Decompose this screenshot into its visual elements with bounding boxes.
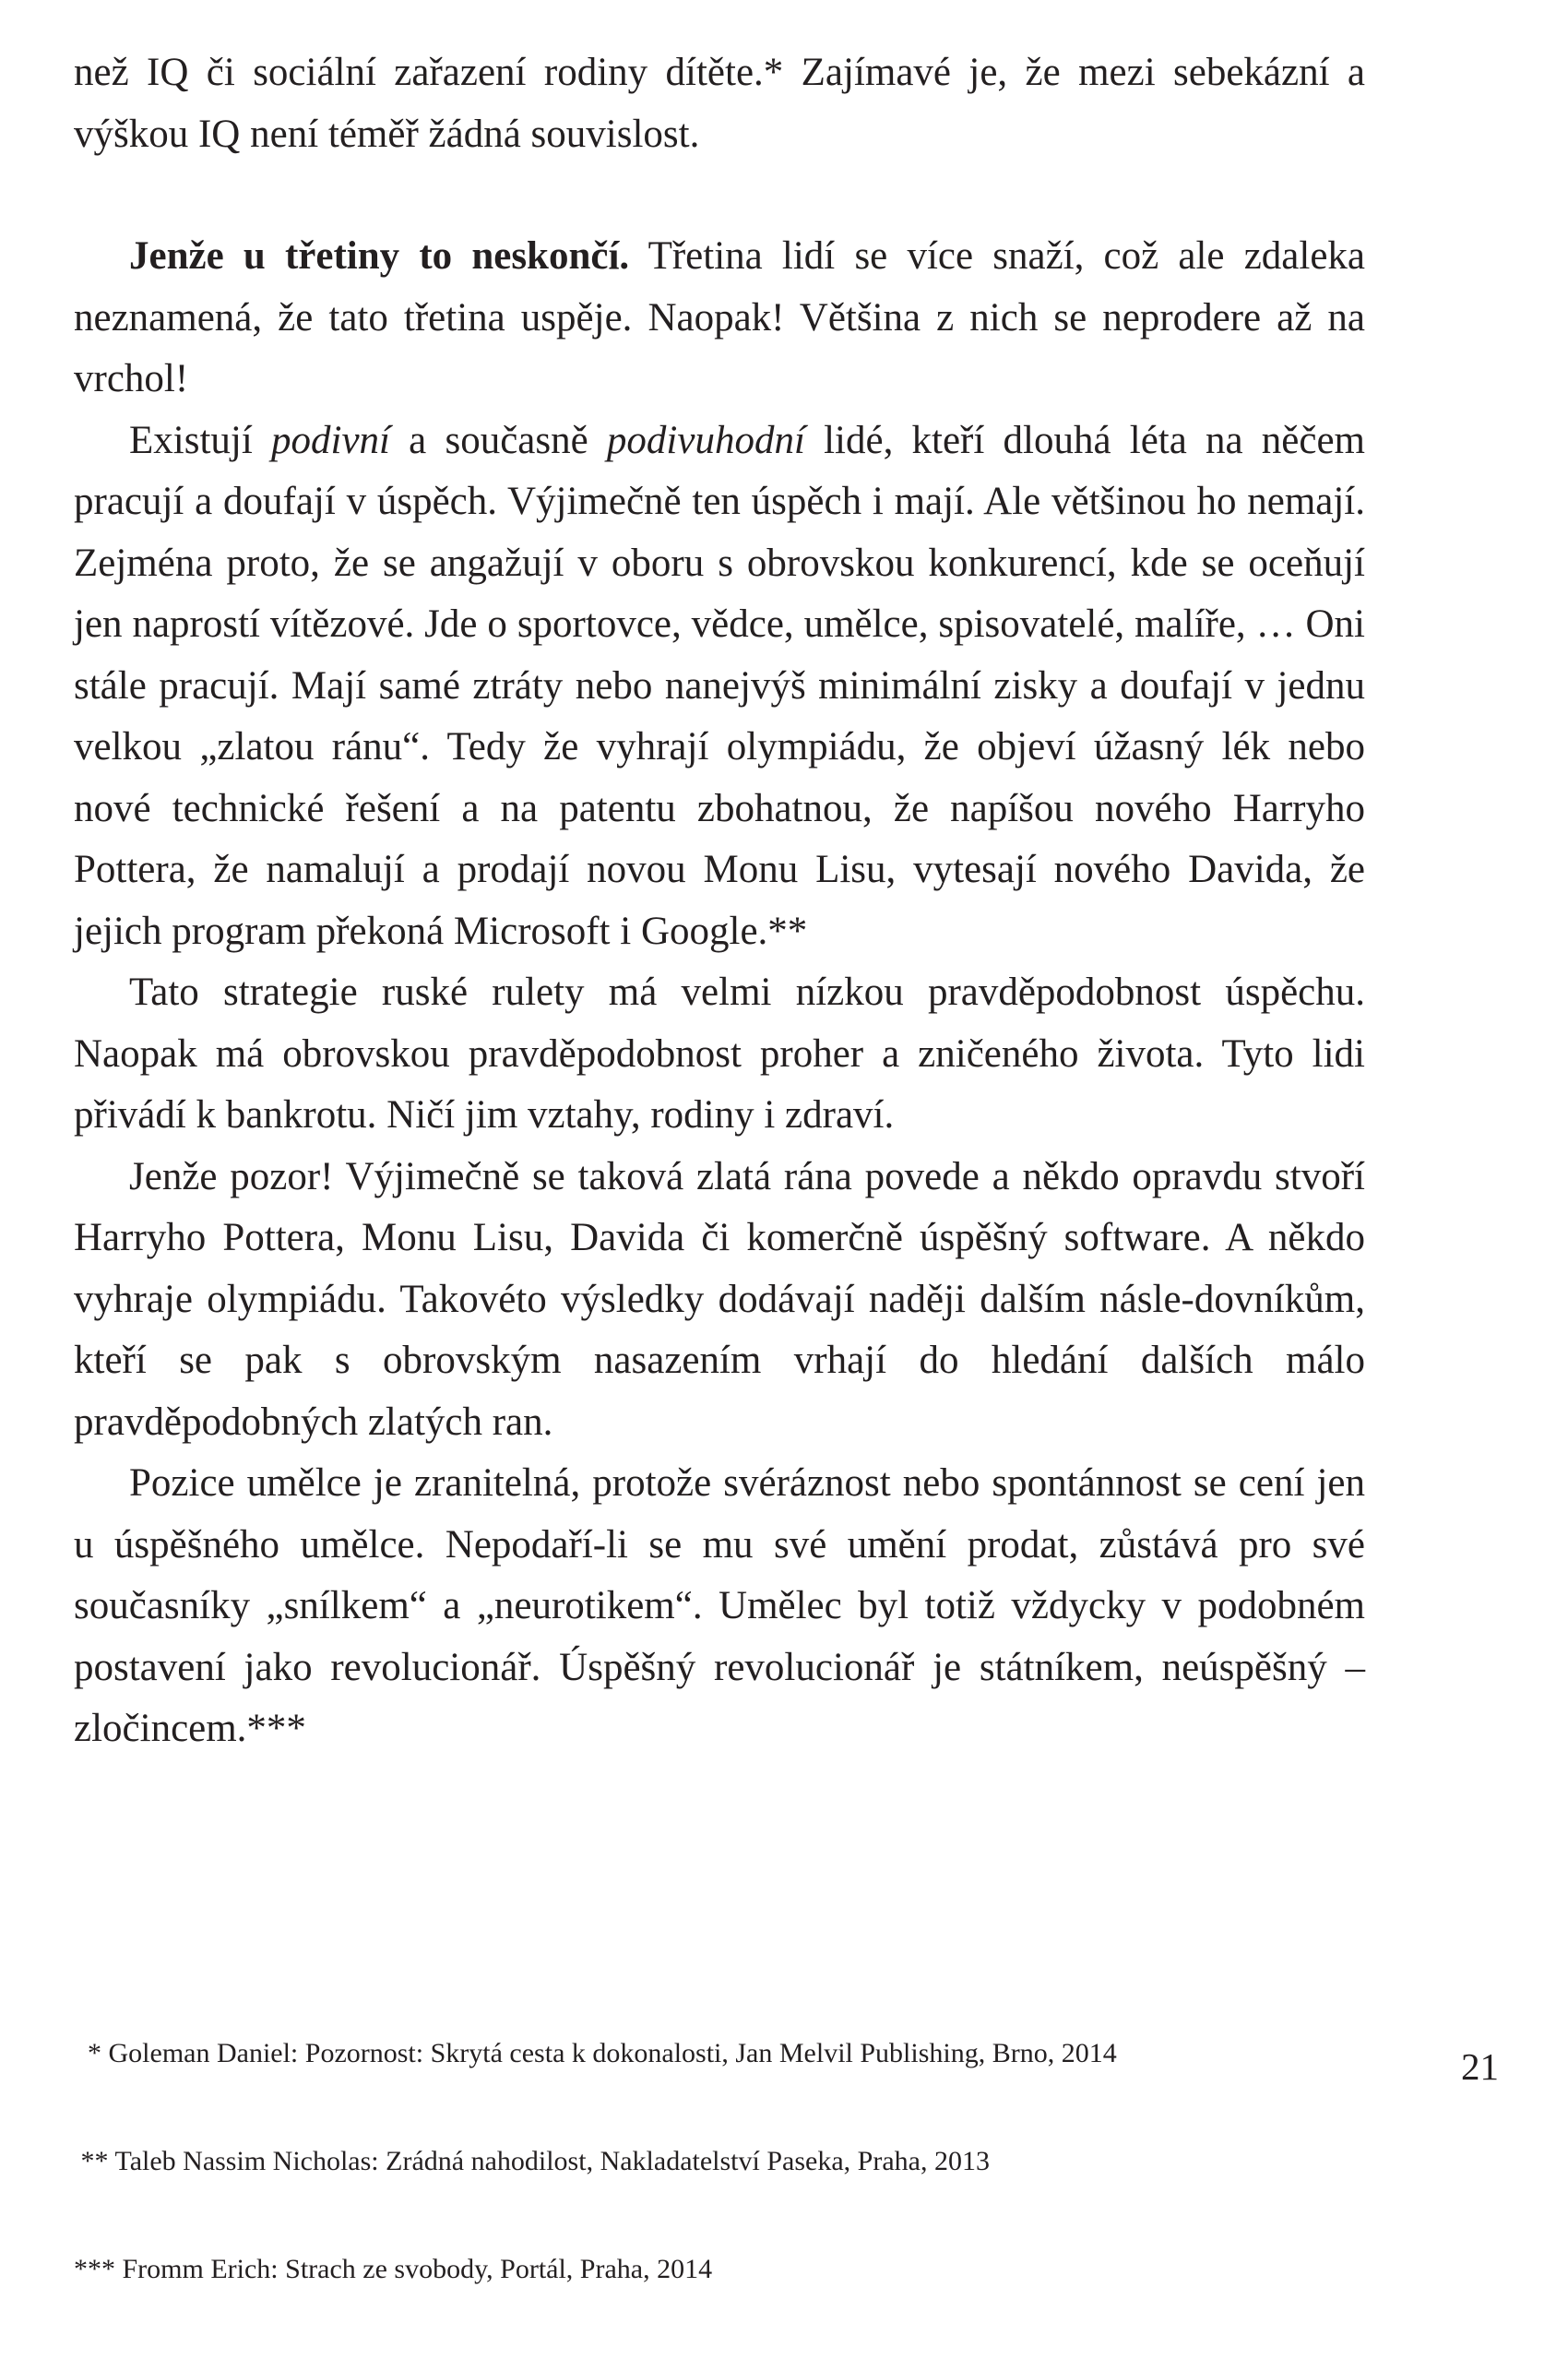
paragraph-4 — [74, 962, 1365, 1147]
paragraph-2-bold-lead: Jenže u třetiny to neskončí. — [129, 234, 630, 278]
footnote-3: *** Fromm Erich: Strach ze svobody, Portál, Praha, 2014 — [74, 2254, 713, 2284]
paragraph-1-text: než IQ či sociální zařazení rodiny dítěte.* Zajímavé je, že mezi sebekázní a výškou IQ není téměř žádná souvislost. — [74, 51, 1365, 156]
body-text — [74, 42, 1365, 1760]
footnotes — [74, 1963, 1117, 2359]
page-number: 21 — [1461, 2045, 1499, 2088]
footnote-1: * Goleman Daniel: Pozornost: Skrytá cesta k dokonalosti, Jan Melvil Publishing, Brno, 2014 — [74, 2038, 1117, 2068]
paragraph-3-part-2: a současně — [389, 418, 607, 462]
paragraph-2-text: Třetina lidí se více snaží, což ale zdaleka neznamená, že tato třetina uspěje. Naopak! Většina z nich se neprodere až na vrchol! — [74, 234, 1365, 400]
paragraph-6-text: Pozice umělce je zranitelná, protože svéráznost nebo spontánnost se cení jen u úspěšného umělce. Nepodaří-li se mu své umění prodat, zůstává pro své současníky „snílkem“ a „neurotikem“. Umělec byl totiž vždycky v podobném postavení jako revolucionář. Úspěšný revolucionář je státníkem, neúspěšný – zločincem.*** — [74, 1461, 1365, 1750]
paragraph-3-italic-1: podivní — [271, 418, 390, 462]
paragraph-4-text: Tato strategie ruské rulety má velmi nízkou pravděpodobnost úspěchu. Naopak má obrovskou pravděpodobnost proher a zničeného života. Tyto lidi přivádí k bankrotu. Ničí jim vztahy, rodiny i zdraví. — [74, 971, 1365, 1137]
paragraph-2 — [74, 226, 1365, 411]
paragraph-3-part-1: Existují — [129, 418, 271, 462]
paragraph-3-part-3: lidé, kteří dlouhá léta na něčem pracují a doufají v úspěch. Výjimečně ten úspěch i mají. Ale většinou ho nemají. Zejména proto, že se angažují v oboru s obrovskou konkurencí, kde se oceňují jen naprostí vítězové. Jde o sportovce, vědce, umělce, spisovatelé, malíře, … Oni stále pracují. Mají samé ztráty nebo nanejvýš minimální zisky a doufají v jednu velkou „zlatou ránu“. Tedy že vyhrají olympiádu, že objeví úžasný lék nebo nové technické řešení a na patentu zbohatnou, že napíšou nového Harryho Pottera, že namalují a prodají novou Monu Lisu, vytesají nového Davida, že jejich program překoná Microsoft i Google.** — [74, 418, 1366, 953]
paragraph-3 — [74, 411, 1365, 963]
paragraph-1 — [74, 42, 1365, 165]
footnote-2: ** Taleb Nassim Nicholas: Zrádná nahodilost, Nakladatelství Paseka, Praha, 2013 — [74, 2146, 990, 2176]
paragraph-6 — [74, 1453, 1365, 1760]
paragraph-5-text: Jenže pozor! Výjimečně se taková zlatá rána povede a někdo opravdu stvoří Harryho Pottera, Monu Lisu, Davida či komerčně úspěšný software. A někdo vyhraje olympiádu. Takovéto výsledky dodávají naději dalším násle-dovníkům, kteří se pak s obrovským nasazením vrhají do hledání dalších málo pravděpodobných zlatých ran. — [74, 1154, 1365, 1444]
paragraph-5 — [74, 1147, 1365, 1454]
paragraph-3-italic-2: podivuhodní — [606, 418, 805, 462]
